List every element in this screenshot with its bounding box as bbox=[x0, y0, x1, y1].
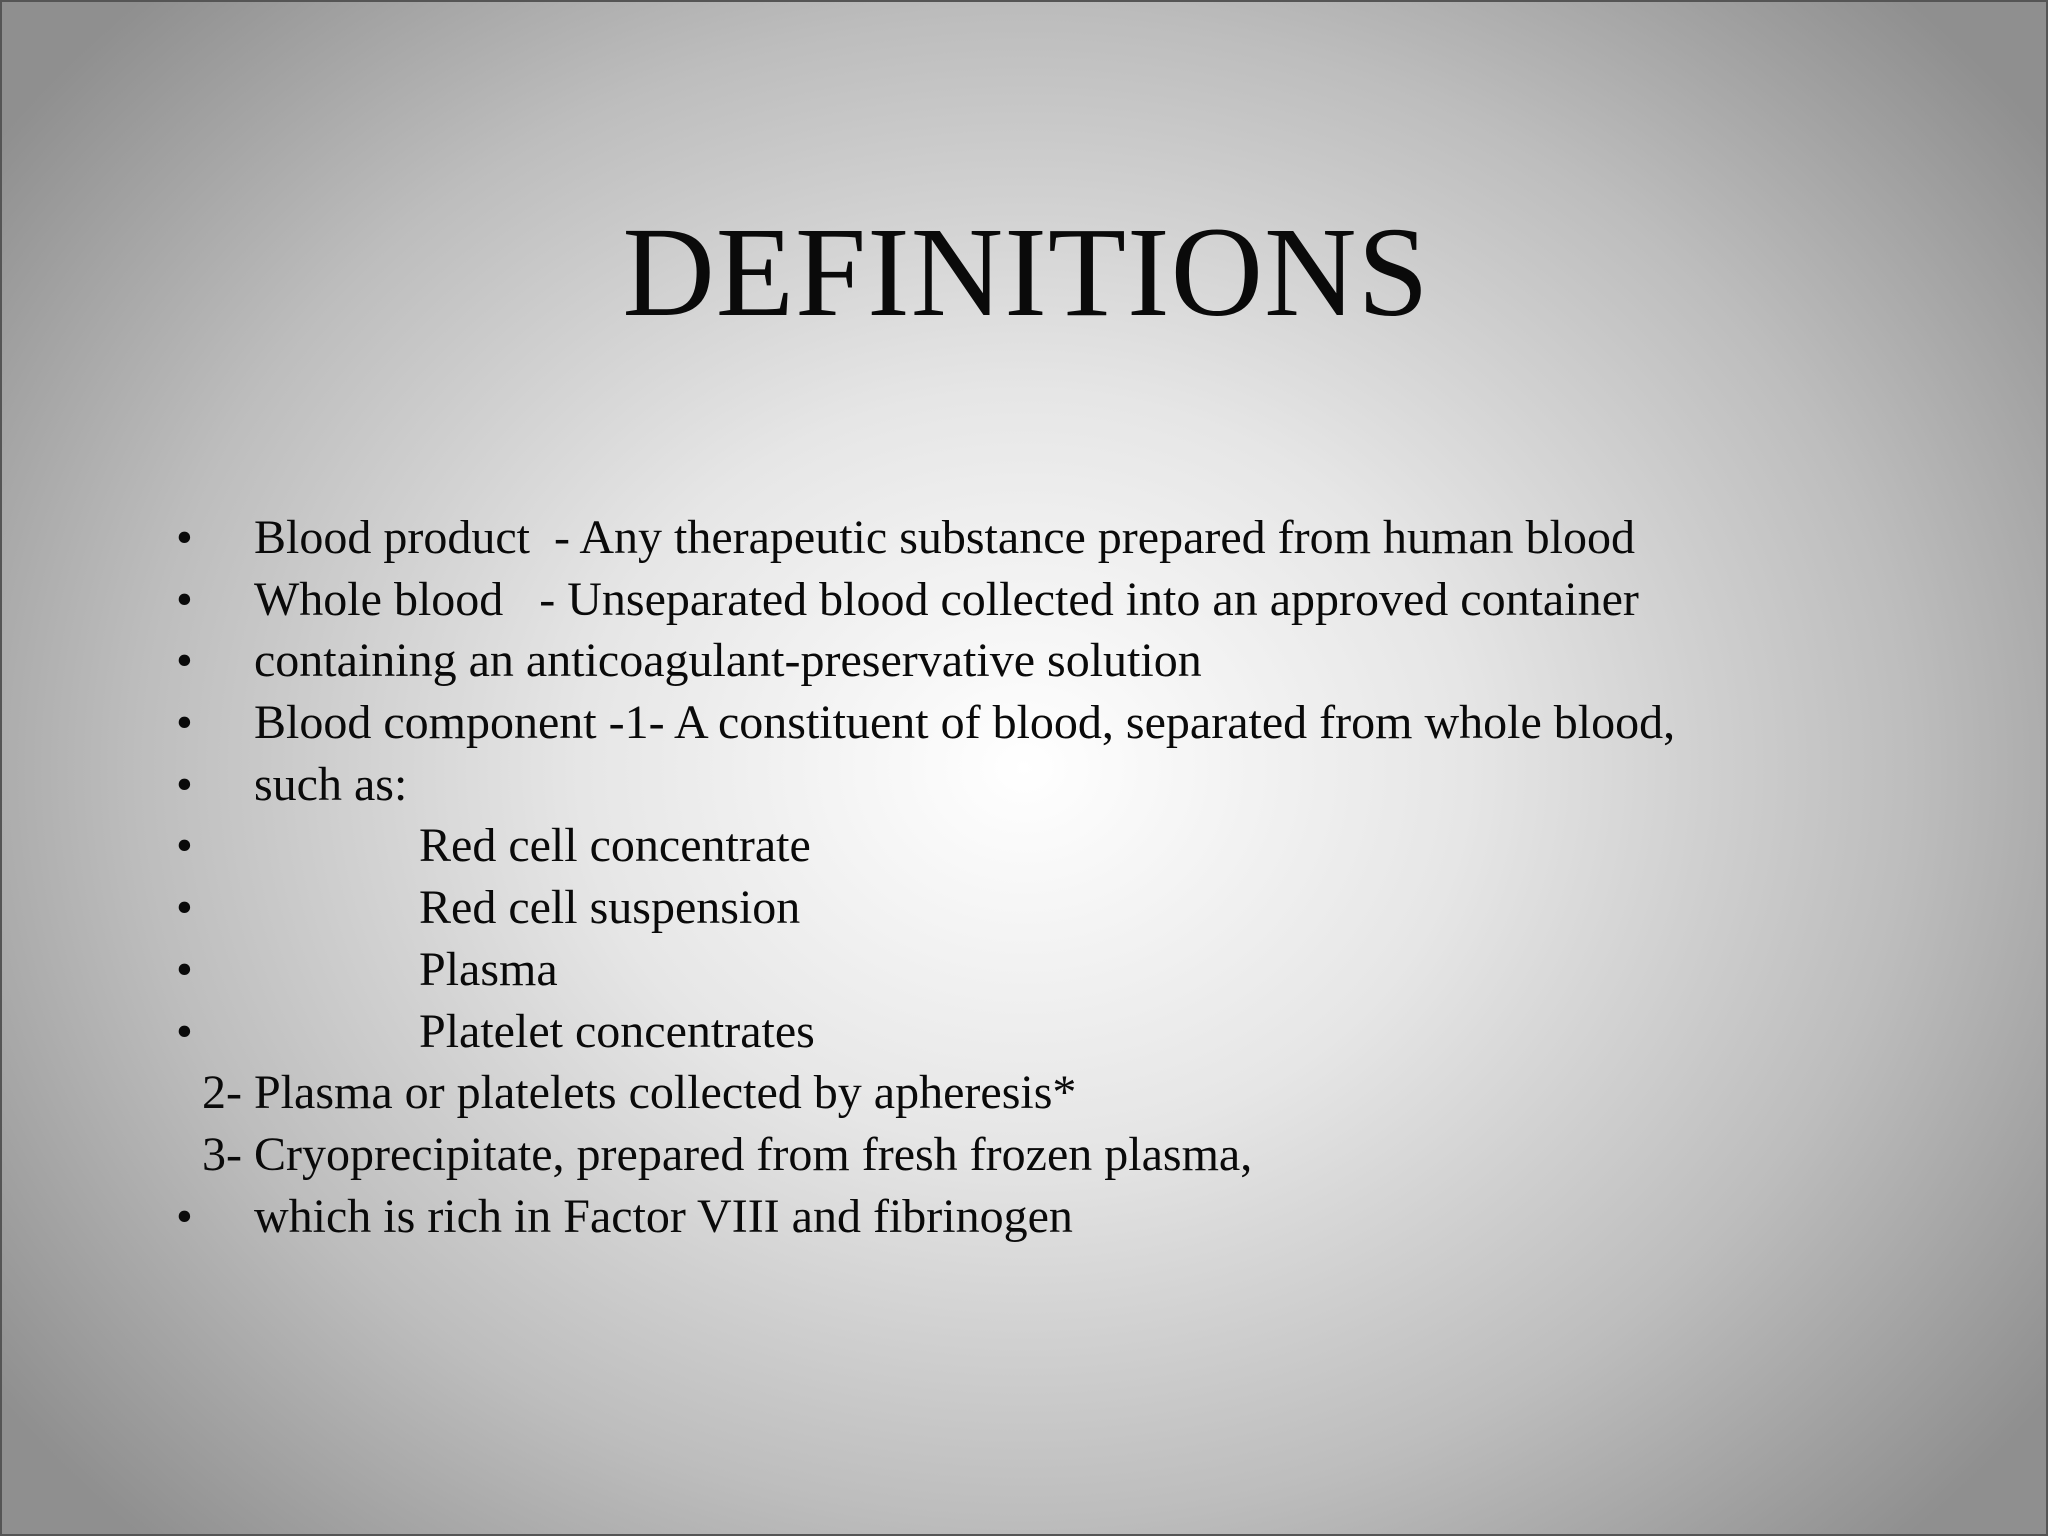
list-item bbox=[2, 507, 2048, 569]
list-item-text: 2- Plasma or platelets collected by apheresis* bbox=[202, 1066, 1077, 1120]
list-item-text: Blood product - Any therapeutic substance prepared from human blood bbox=[254, 511, 1635, 564]
bullet-icon: • bbox=[176, 696, 193, 750]
list-item bbox=[2, 1062, 2048, 1124]
list-item bbox=[2, 1001, 2048, 1063]
list-item-text: Red cell concentrate bbox=[419, 819, 811, 873]
bullet-icon: • bbox=[176, 1004, 193, 1058]
list-item-text: Platelet concentrates bbox=[419, 1004, 815, 1058]
slide-title: DEFINITIONS bbox=[622, 201, 1430, 343]
list-item bbox=[2, 1186, 2048, 1248]
bullet-icon: • bbox=[176, 634, 193, 688]
list-item bbox=[2, 815, 2048, 877]
list-item-text: containing an anticoagulant-preservative solution bbox=[254, 634, 1202, 688]
list-item-text: such as: bbox=[254, 757, 408, 811]
bullet-icon: • bbox=[176, 1189, 193, 1243]
bullet-icon: • bbox=[176, 881, 193, 935]
definitions-list bbox=[2, 507, 2048, 1247]
bullet-icon: • bbox=[176, 511, 193, 564]
list-item bbox=[2, 630, 2048, 692]
list-item-text: Plasma bbox=[419, 942, 558, 996]
bullet-icon: • bbox=[176, 819, 193, 873]
list-item bbox=[2, 754, 2048, 816]
list-item bbox=[2, 1124, 2048, 1186]
list-item-text: which is rich in Factor VIII and fibrinogen bbox=[254, 1189, 1073, 1243]
bullet-icon: • bbox=[176, 572, 193, 626]
list-item-text: 3- Cryoprecipitate, prepared from fresh frozen plasma, bbox=[202, 1127, 1253, 1181]
list-item-text: Red cell suspension bbox=[419, 881, 801, 935]
list-item bbox=[2, 569, 2048, 631]
list-item bbox=[2, 939, 2048, 1001]
bullet-icon: • bbox=[176, 757, 193, 811]
list-item-text: Blood component -1- A constituent of blood, separated from whole blood, bbox=[254, 696, 1676, 750]
list-item bbox=[2, 692, 2048, 754]
bullet-icon: • bbox=[176, 942, 193, 996]
list-item bbox=[2, 877, 2048, 939]
list-item-text: Whole blood - Unseparated blood collected into an approved container bbox=[254, 572, 1639, 626]
